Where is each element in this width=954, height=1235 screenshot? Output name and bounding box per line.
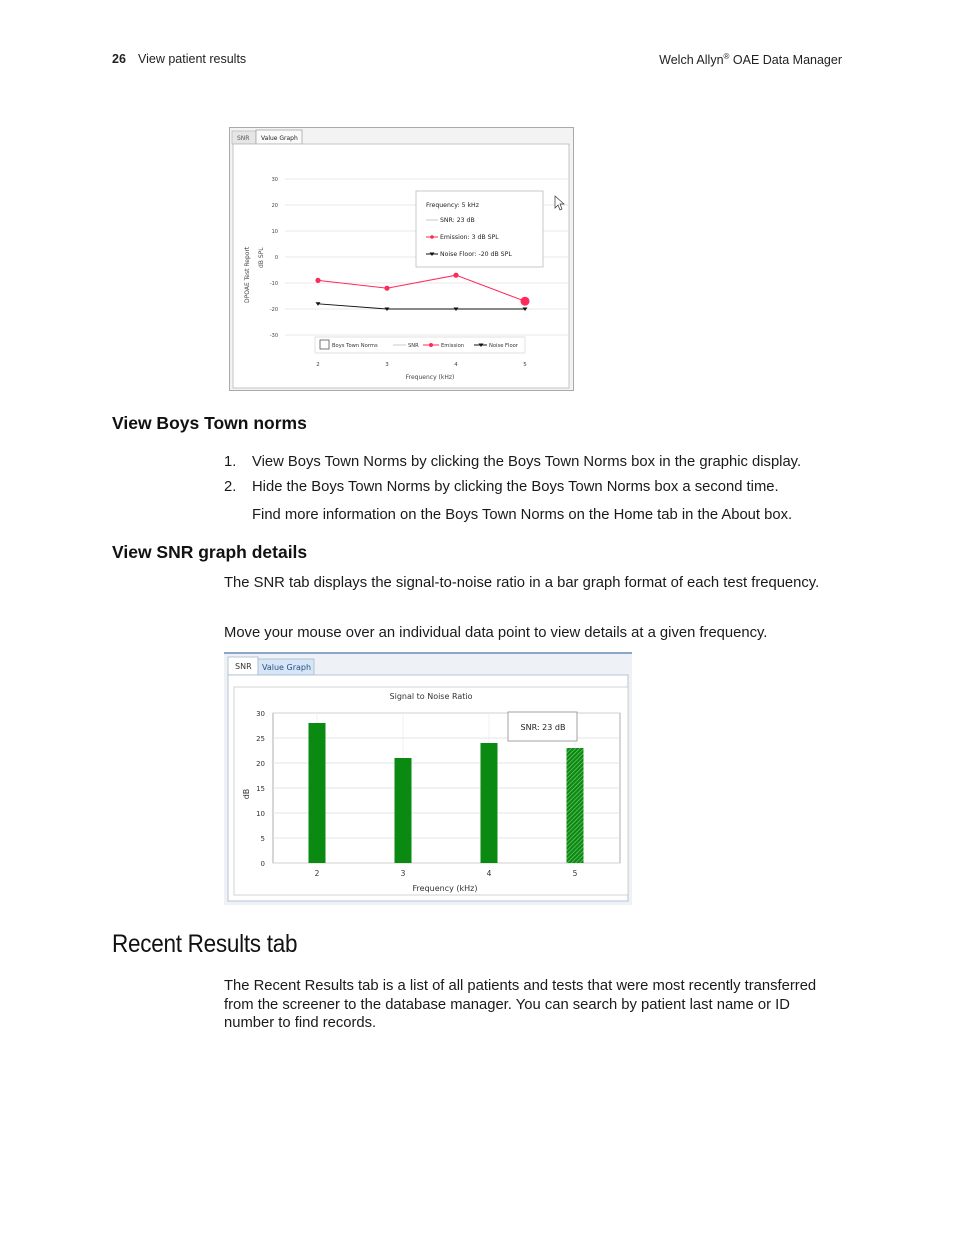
snr-paragraph-2: Move your mouse over an individual data point to view details at a given frequency. [224,625,768,641]
tab-snr-label[interactable]: SNR [237,135,250,142]
step-2-number: 2. [224,479,237,495]
emission-point[interactable] [315,278,320,283]
tooltip-emission: Emission: 3 dB SPL [440,234,499,241]
registered-mark: ® [723,52,730,61]
product-prefix: Welch Allyn [659,53,724,68]
product-suffix: OAE Data Manager [729,53,842,68]
tab-snr-label-2[interactable]: SNR [235,662,252,671]
y-tick-label: 5 [260,835,265,843]
tooltip-frequency: Frequency: 5 kHz [426,202,479,209]
y-tick-label: 0 [274,255,278,261]
emission-point[interactable] [453,273,458,278]
tab-value-graph-label-2[interactable]: Value Graph [262,663,312,672]
page-number: 26 [112,52,126,66]
heading-boys-town: View Boys Town norms [112,413,307,433]
outer-y-label: DPOAE Test Report [244,246,251,303]
step-1-number: 1. [224,454,237,470]
y-tick-label: 25 [256,735,265,743]
snr-y-label: dB [242,788,251,800]
snr-bar[interactable] [567,748,584,863]
snr-chart-title: Signal to Noise Ratio [389,692,473,701]
legend-emission: Emission [441,343,465,349]
x-tick-label: 2 [314,869,320,878]
heading-snr-details: View SNR graph details [112,542,308,562]
x-tick-label: 3 [400,869,406,878]
y-tick-label: 20 [271,203,278,209]
emission-point[interactable] [384,286,389,291]
snr-bar[interactable] [481,743,498,863]
recent-results-paragraph: The Recent Results tab is a list of all patients and tests that were most recently transferred from the screener to the database manager. You can search by patient last name or ID number to find records. [224,978,817,1031]
x-tick-label: 5 [572,869,578,878]
x-tick-label: 2 [316,362,320,368]
legend-emission-marker [429,343,433,347]
inner-y-label: dB SPL [258,247,265,268]
snr-bar-chart [224,654,632,905]
x-tick-label: 4 [454,362,458,368]
tab-value-graph-label[interactable]: Value Graph [261,135,298,142]
y-tick-label: -30 [269,333,278,339]
tooltip-noise-floor: Noise Floor: -20 dB SPL [440,251,512,258]
y-tick-label: 30 [271,177,278,183]
snr-bar[interactable] [309,723,326,863]
legend-noise-floor: Noise Floor [489,343,518,349]
step-1-text: View Boys Town Norms by clicking the Boys Town Norms box in the graphic display. [252,454,802,470]
value-graph-screenshot [229,127,574,391]
snr-tooltip-text: SNR: 23 dB [520,723,566,732]
boys-town-norms-checkbox[interactable] [320,340,329,349]
y-tick-label: -20 [269,307,278,313]
x-tick-label: 5 [523,362,527,368]
tooltip-snr: SNR: 23 dB [440,217,475,224]
x-tick-label: 3 [385,362,389,368]
product-name [659,52,842,67]
snr-graph-screenshot [224,652,632,905]
legend-snr: SNR [408,343,419,349]
y-tick-label: 10 [271,229,278,235]
snr-bar[interactable] [395,758,412,863]
value-graph-chart [230,128,573,390]
x-tick-label: 4 [486,869,492,878]
legend-boys-town: Boys Town Norms [332,343,378,349]
y-tick-label: 10 [256,810,265,818]
snr-paragraph-1: The SNR tab displays the signal-to-noise ratio in a bar graph format of each test frequency. [224,575,820,591]
x-axis-label: Frequency (kHz) [405,374,455,381]
y-tick-label: 15 [256,785,265,793]
boys-town-note: Find more information on the Boys Town Norms on the Home tab in the About box. [252,507,793,523]
emission-point[interactable] [521,297,530,306]
tooltip-emission-marker [430,235,434,239]
heading-recent-results: Recent Results tab [112,930,298,958]
section-title: View patient results [138,52,247,66]
step-2-text: Hide the Boys Town Norms by clicking the Boys Town Norms box a second time. [252,479,779,495]
y-tick-label: 20 [256,760,265,768]
y-tick-label: -10 [269,281,278,287]
y-tick-label: 30 [256,710,265,718]
snr-x-label: Frequency (kHz) [412,884,478,893]
y-tick-label: 0 [260,860,265,868]
